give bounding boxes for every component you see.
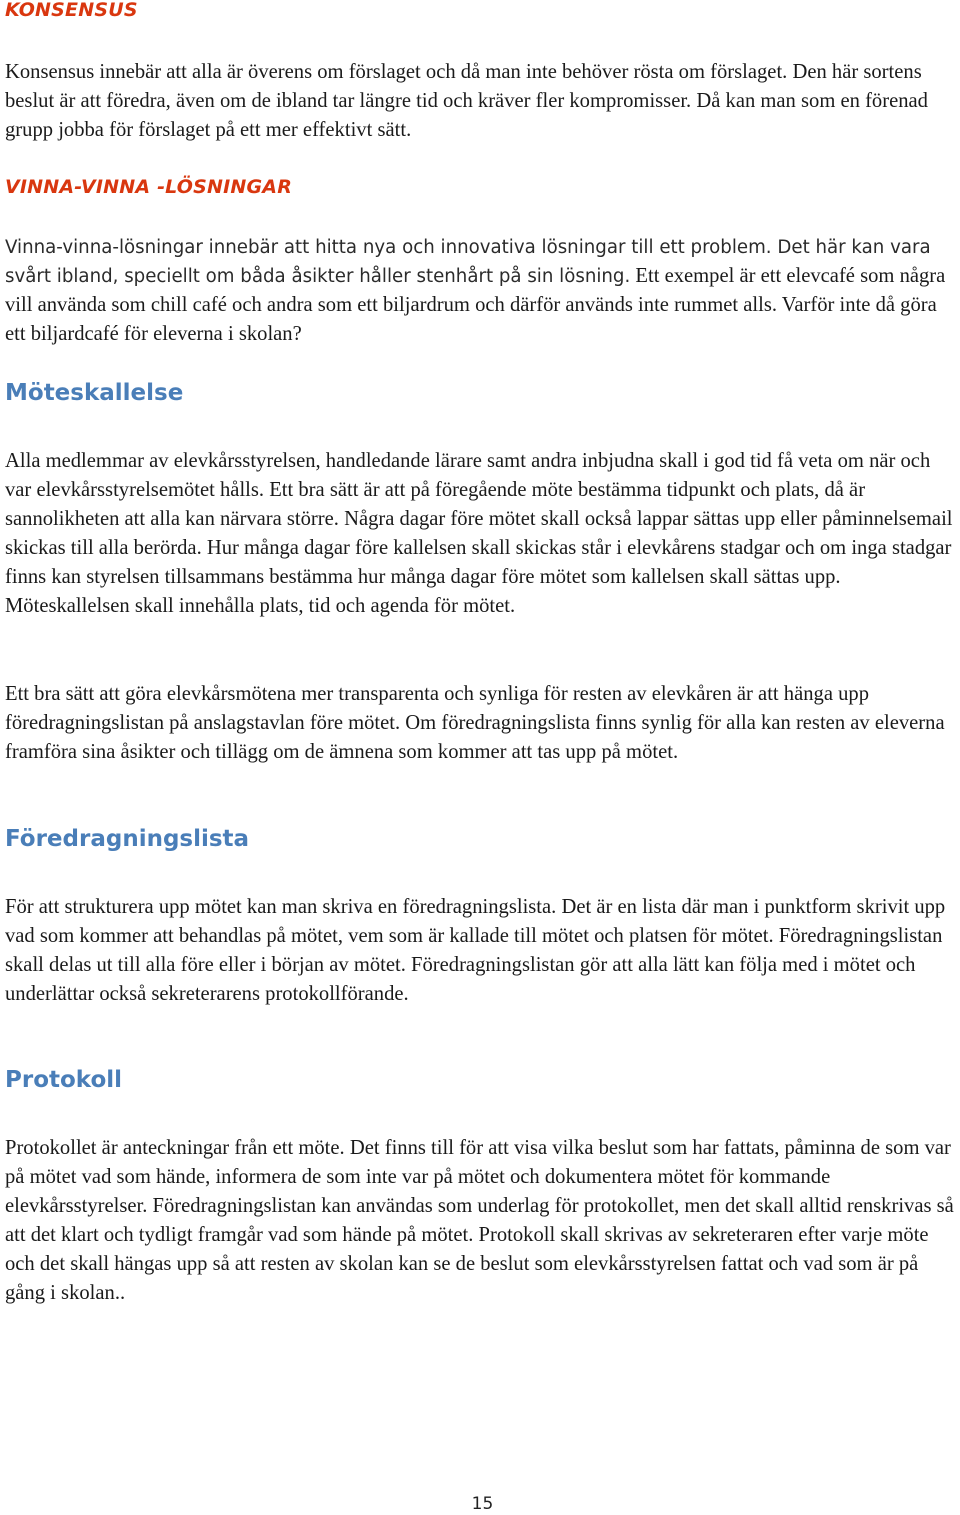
page-number: 15 bbox=[471, 1494, 494, 1514]
paragraph-text: Protokollet är anteckningar från ett möte. Det finns till för att visa vilka beslut som har fattats, påminna de som var på mötet vad som hände, informera de som inte var på mötet och dokumentera mötet för kommande elevkårsstyrelser. Föredragningslistan kan användas som underlag för protokollet, men det skall alltid renskrivas så att det klart och tydligt framgår vad som hände på mötet. Protokoll skall skrivas av sekreteraren efter varje möte och det skall hängas upp så att resten av skolan kan se de beslut som elevkårsstyrelsen fattat och vad som är på gång i skolan.. bbox=[5, 1137, 954, 1304]
paragraph-moteskallelse-2 bbox=[5, 680, 960, 767]
paragraph-text: Alla medlemmar av elevkårsstyrelsen, handledande lärare samt andra inbjudna skall i god tid få veta om när och var elevkårsstyrelsemötet hålls. Ett bra sätt är att på föregående möte bestämma tidpunkt och plats, då är sannolikheten att alla kan närvara större. Några dagar före mötet skall också lappar sättas upp eller påminnelsemail skickas till alla berörda. Hur många dagar före kallelsen skall skickas står i elevkårens stadgar och om inga stadgar finns kan styrelsen tillsammans bestämma hur många dagar före mötet som kallelsen skall sättas upp. Möteskallelsen skall innehålla plats, tid och agenda för mötet. bbox=[5, 450, 953, 617]
section-heading-konsensus: KONSENSUS bbox=[5, 0, 138, 21]
section-heading-moteskallelse: Möteskallelse bbox=[5, 380, 184, 406]
paragraph-protokoll bbox=[5, 1134, 960, 1308]
paragraph-text: Ett exempel är ett elevcafé som några vill använda som chill café och andra som ett biljardrum och därför används inte rummet alls. Varför inte då göra ett biljardcafé för eleverna i skolan? bbox=[5, 265, 946, 345]
paragraph-text: För att strukturera upp mötet kan man skriva en föredragningslista. Det är en lista där man i punktform skrivit upp vad som kommer att behandlas på mötet, vem som är kallade till mötet och platsen för mötet. Föredragningslistan skall delas ut till alla före eller i början av mötet. Föredragningslistan gör att alla lätt kan följa med i mötet och underlättar också sekreterarens protokollförande. bbox=[5, 896, 946, 1005]
section-heading-protokoll: Protokoll bbox=[5, 1067, 123, 1093]
section-heading-vinna-vinna: VINNA-VINNA -LÖSNINGAR bbox=[5, 176, 293, 198]
paragraph-text: Konsensus innebär att alla är överens om förslaget och då man inte behöver rösta om förslaget. Den här sortens beslut är att föredra, även om de ibland tar längre tid och kräver fler kompromisser. Då kan man som en förenad grupp jobba för förslaget på ett mer effektivt sätt. bbox=[5, 61, 928, 141]
paragraph-text: Ett bra sätt att göra elevkårsmötena mer transparenta och synliga för resten av elevkåren är att hänga upp föredragningslistan på anslagstavlan före mötet. Om föredragningslista finns synlig för alla kan resten av eleverna framföra sina åsikter och tillägg om de ämnena som kommer att tas upp på mötet. bbox=[5, 683, 945, 763]
paragraph-vinna-vinna bbox=[5, 233, 960, 349]
paragraph-moteskallelse-1 bbox=[5, 447, 960, 621]
paragraph-text-sans: Det här kan vara svårt ibland, speciellt om båda åsikter håller stenhårt på sin lösning. bbox=[5, 237, 931, 287]
paragraph-foredragningslista bbox=[5, 893, 960, 1009]
section-heading-foredragningslista: Föredragningslista bbox=[5, 826, 250, 852]
paragraph-konsensus bbox=[5, 58, 960, 145]
paragraph-text-sans: Vinna-vinna-lösningar innebär att hitta nya och innovativa lösningar till ett problem. bbox=[5, 237, 772, 258]
